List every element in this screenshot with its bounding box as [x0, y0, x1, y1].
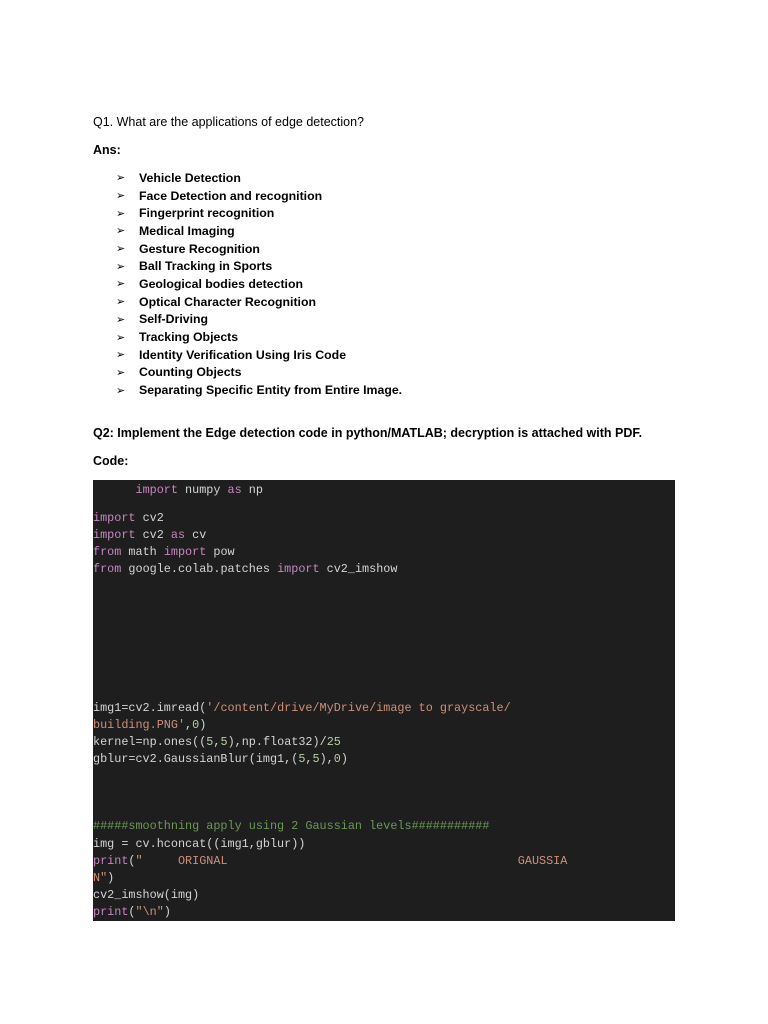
arrow-bullet-icon: ➢ [116, 190, 126, 203]
arrow-bullet-icon: ➢ [116, 172, 126, 185]
arrow-bullet-icon: ➢ [116, 313, 126, 326]
code-line: img1=cv2.imread('/content/drive/MyDrive/image to grayscale/ [93, 701, 511, 715]
list-item [116, 257, 402, 275]
list-item [116, 381, 402, 399]
list-item-label: Counting Objects [139, 365, 242, 380]
arrow-bullet-icon: ➢ [116, 260, 126, 273]
list-item-label: Self-Driving [139, 312, 209, 327]
question-1: Q1. What are the applications of edge detection? [93, 115, 365, 129]
code-line: gblur=cv2.GaussianBlur(img1,(5,5),0) [93, 752, 348, 766]
list-item-label: Face Detection and recognition [139, 188, 323, 203]
list-item [116, 222, 402, 240]
list-item-label: Medical Imaging [139, 223, 235, 238]
list-item [116, 311, 402, 329]
arrow-bullet-icon: ➢ [116, 207, 126, 220]
list-item [116, 275, 402, 293]
list-item [116, 240, 402, 258]
arrow-bullet-icon: ➢ [116, 243, 126, 256]
list-item [116, 328, 402, 346]
code-line: print(" ORIGNAL GAUSSIA [93, 854, 568, 868]
arrow-bullet-icon: ➢ [116, 225, 126, 238]
code-label: Code: [93, 454, 129, 468]
list-item [116, 187, 402, 205]
list-item-label: Identity Verification Using Iris Code [139, 347, 347, 362]
code-line: import cv2 [93, 511, 164, 525]
code-line: img = cv.hconcat((img1,gblur)) [93, 837, 306, 851]
code-line: from google.colab.patches import cv2_imshow [93, 562, 398, 576]
list-item-label: Fingerprint recognition [139, 206, 275, 221]
code-line: #####smoothning apply using 2 Gaussian levels########### [93, 819, 490, 833]
list-item [116, 346, 402, 364]
list-item-label: Optical Character Recognition [139, 294, 316, 309]
answer-label: Ans: [93, 143, 121, 157]
list-item [116, 204, 402, 222]
list-item-label: Gesture Recognition [139, 241, 260, 256]
arrow-bullet-icon: ➢ [116, 331, 126, 344]
code-line: from math import pow [93, 545, 235, 559]
code-block [93, 480, 675, 921]
list-item-label: Ball Tracking in Sports [139, 259, 273, 274]
question-2: Q2: Implement the Edge detection code in python/MATLAB; decryption is attached with PDF. [93, 426, 643, 440]
code-line: import numpy as np [135, 483, 263, 497]
code-line: import cv2 as cv [93, 528, 207, 542]
code-line: kernel=np.ones((5,5),np.float32)/25 [93, 735, 341, 749]
arrow-bullet-icon: ➢ [116, 278, 126, 291]
list-item-label: Geological bodies detection [139, 276, 303, 291]
list-item [116, 293, 402, 311]
arrow-bullet-icon: ➢ [116, 296, 126, 309]
code-line: N") [93, 871, 115, 885]
code-line: building.PNG',0) [93, 718, 207, 732]
list-item-label: Vehicle Detection [139, 170, 241, 185]
list-item-label: Tracking Objects [139, 330, 239, 345]
arrow-bullet-icon: ➢ [116, 349, 126, 362]
code-line: print("\n") [93, 905, 171, 919]
list-item-label: Separating Specific Entity from Entire Image. [139, 383, 403, 398]
arrow-bullet-icon: ➢ [116, 384, 126, 397]
list-item [116, 169, 402, 187]
applications-list [116, 169, 402, 399]
code-line: cv2_imshow(img) [93, 888, 200, 902]
list-item [116, 364, 402, 382]
arrow-bullet-icon: ➢ [116, 366, 126, 379]
